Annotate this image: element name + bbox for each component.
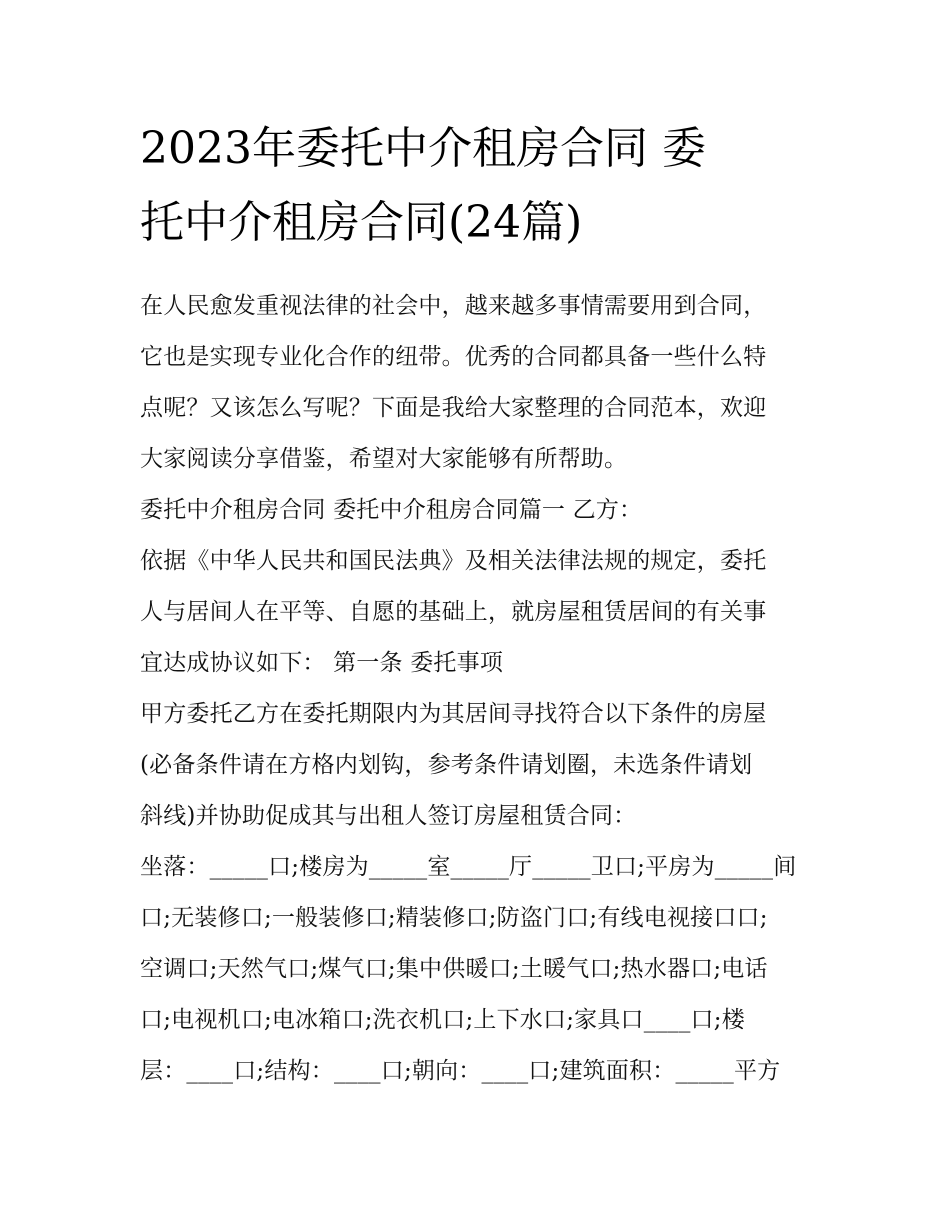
body-line-9: 甲方委托乙方在委托期限内为其居间寻找符合以下条件的房屋 [140, 701, 767, 727]
form-line-structure: 层：____口;结构：____口;朝向：____口;建筑面积：_____平方 [140, 1058, 781, 1084]
form-line-location: 坐落：_____口;楼房为_____室_____厅_____卫口;平房为_____间 [140, 854, 797, 880]
document-body [140, 281, 830, 1097]
section-heading-line: 委托中介租房合同 委托中介租房合同篇一 乙方： [140, 497, 643, 523]
body-line-1: 在人民愈发重视法律的社会中，越来越多事情需要用到合同， [140, 293, 767, 319]
body-line-7: 人与居间人在平等、自愿的基础上，就房屋租赁居间的有关事 [140, 599, 767, 625]
body-line-2: 它也是实现专业化合作的纽带。优秀的合同都具备一些什么特 [140, 344, 767, 370]
title-line-1: 2023年委托中介租房合同 委 [140, 123, 706, 174]
title-line-2: 托中介租房合同(24篇) [140, 197, 583, 248]
form-line-appliances: 口;电视机口;电冰箱口;洗衣机口;上下水口;家具口____口;楼 [140, 1007, 745, 1033]
form-line-decoration: 口;无装修口;一般装修口;精装修口;防盗门口;有线电视接口口; [140, 905, 768, 931]
body-line-6: 依据《中华人民共和国民法典》及相关法律法规的规定，委托 [140, 548, 767, 574]
form-line-utilities: 空调口;天然气口;煤气口;集中供暖口;土暖气口;热水器口;电话 [140, 956, 768, 982]
body-line-4: 大家阅读分享借鉴，希望对大家能够有所帮助。 [140, 446, 628, 472]
article-one-line: 宜达成协议如下： 第一条 委托事项 [140, 650, 504, 676]
body-line-3: 点呢？又该怎么写呢？下面是我给大家整理的合同范本，欢迎 [140, 395, 767, 421]
body-line-11: 斜线)并协助促成其与出租人签订房屋租赁合同： [140, 803, 637, 829]
body-line-10: (必备条件请在方格内划钩，参考条件请划圈，未选条件请划 [140, 752, 753, 778]
document-title [140, 112, 820, 260]
